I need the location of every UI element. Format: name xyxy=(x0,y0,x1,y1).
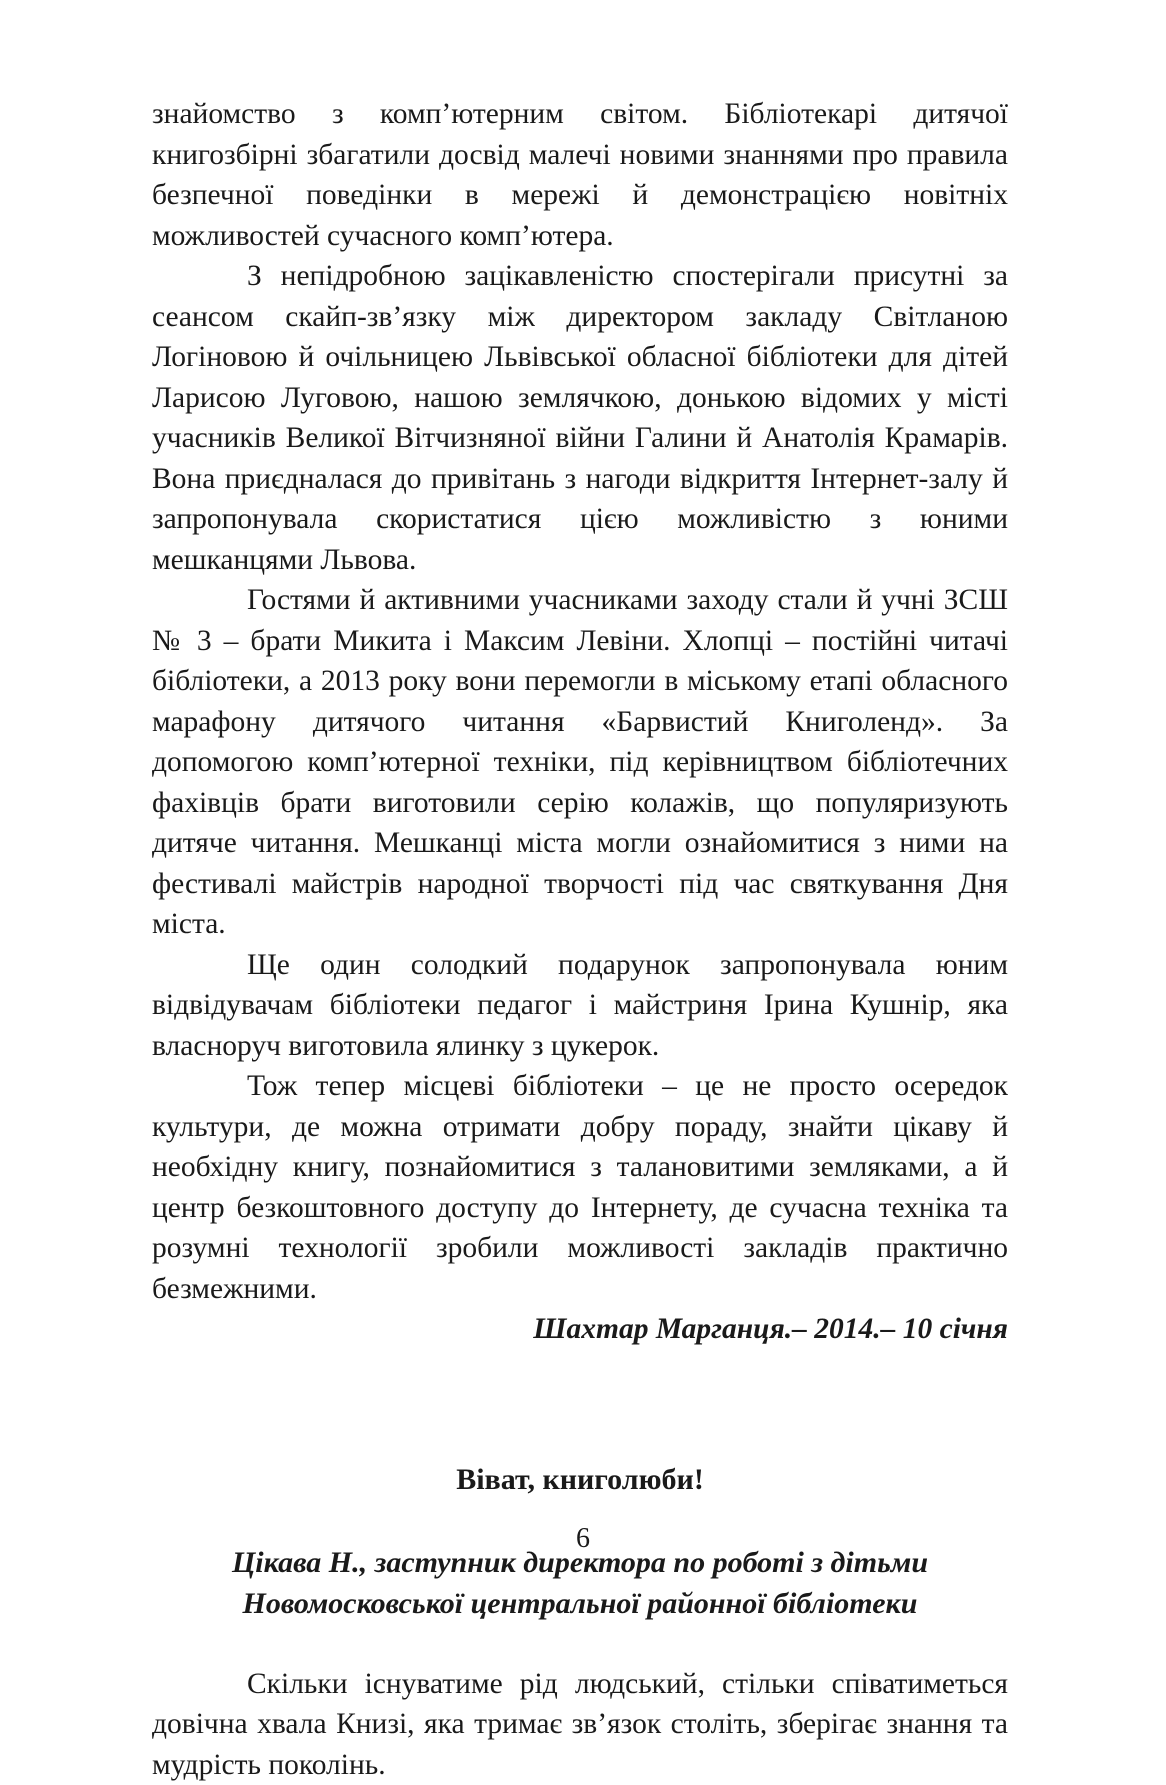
lead-paragraph: Скільки існуватиме рід людський, стільки співатиметься довічна хвала Книзі, яка тримає зв’язок століть, зберігає знання та мудрість поколінь. xyxy=(152,1664,1008,1785)
article-source: Шахтар Марганця.– 2014.– 10 січня xyxy=(152,1309,1008,1350)
page-number: 6 xyxy=(0,1522,1166,1556)
author-line-2: Новомосковської центральної районної бібліотеки xyxy=(243,1587,918,1620)
paragraph-gift: Ще один солодкий подарунок запропонувала юним відвідувачам бібліотеки педагог і майстриня Ірина Кушнір, яка власноруч виготовила ялинку з цукерок. xyxy=(152,945,1008,1067)
paragraph-guests: Гостями й активними учасниками заходу стали й учні ЗСШ № 3 – брати Микита і Максим Левіни. Хлопці – постійні читачі бібліотеки, а 2013 року вони перемогли в міському етапі обласного марафону дитячого читання «Барвистий Книголенд». За допомогою комп’ютерної техніки, під керівництвом бібліотечних фахівців брати виготовили серію колажів, що популяризують дитяче читання. Мешканці міста могли ознайомитися з ними на фестивалі майстрів народної творчості під час святкування Дня міста. xyxy=(152,580,1008,945)
article-title: Віват, книголюби! xyxy=(152,1460,1008,1500)
paragraph-conclusion: Тож тепер місцеві бібліотеки – це не просто осередок культури, де можна отримати добру пораду, знайти цікаву й необхідну книгу, познайомитися з талановитими земляками, а й центр безкоштовного доступу до Інтернету, де сучасна техніка та розумні технології зробили можливості закладів практично безмежними. xyxy=(152,1066,1008,1309)
paragraph-skype-session: З непідробною зацікавленістю спостерігали присутні за сеансом скайп-зв’язку між директором закладу Світланою Логіновою й очільницею Львівської обласної бібліотеки для дітей Ларисою Луговою, нашою землячкою, донькою відомих у місті учасників Великої Вітчизняної війни Галини й Анатолія Крамарів. Вона приєдналася до привітань з нагоди відкриття Інтернет-залу й запропонувала скористатися цією можливістю з юними мешканцями Львова. xyxy=(152,256,1008,580)
paragraph-continued: знайомство з комп’ютерним світом. Бібліотекарі дитячої книгозбірні збагатили досвід малечі новими знаннями про правила безпечної поведінки в мережі й демонстрацією новітніх можливостей сучасного комп’ютера. xyxy=(152,94,1008,256)
author-line-1: Цікава Н., заступник директора по роботі з дітьми xyxy=(232,1546,928,1579)
